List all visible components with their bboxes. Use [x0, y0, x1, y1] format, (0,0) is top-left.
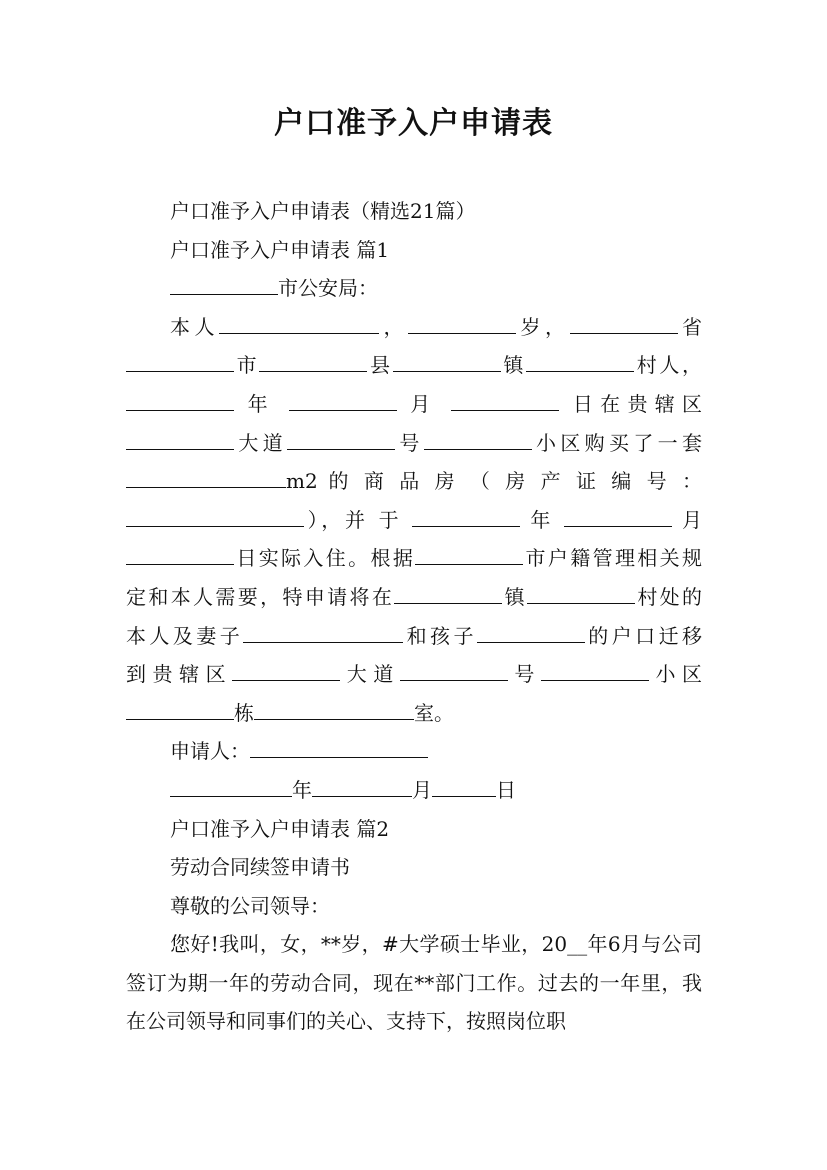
blank-field [393, 370, 501, 372]
text-run: 大道 [234, 430, 287, 455]
blank-field [412, 525, 520, 527]
body-line [126, 308, 702, 347]
text-run: 号 [507, 662, 541, 687]
text-run: m2 的 商 品 房 （ 房 产 证 编 号 ： [286, 469, 702, 494]
blank-field [432, 795, 496, 797]
text-run: 日实际入住。根据 [234, 546, 416, 571]
blank-field [564, 525, 672, 527]
blank-field [254, 718, 414, 720]
blank-field [126, 370, 234, 372]
text-run: 市 [234, 353, 260, 378]
text-run: 定和本人需要，特申请将在 [126, 584, 395, 609]
applicant-label: 申请人： [170, 739, 250, 764]
text-run: 镇 [502, 584, 527, 609]
text-run: 小区 [648, 662, 703, 687]
document-body [126, 192, 702, 1041]
applicant-line [126, 732, 702, 771]
body-line [126, 578, 702, 617]
text-run: 县 [367, 353, 393, 378]
text-run: 号 [395, 430, 424, 455]
text-run: 小区购买了一套 [531, 430, 703, 455]
blank-field [287, 448, 395, 450]
blank-field [394, 602, 502, 604]
body-line [126, 617, 702, 656]
text-run: 村人， [634, 353, 703, 378]
blank-field [259, 370, 367, 372]
blank-field [408, 332, 516, 334]
text-run: 年 [292, 777, 312, 802]
text-run: 年 [247, 391, 275, 416]
blank-field [232, 679, 340, 681]
body-line [126, 694, 702, 733]
blank-field [126, 525, 304, 527]
blank-field [477, 641, 585, 643]
body-line [126, 539, 702, 578]
text-run: 到贵辖区 [126, 662, 233, 687]
text-run: 和孩子 [403, 623, 477, 648]
text-run: 市户籍管理相关规 [523, 546, 703, 571]
blank-field [126, 448, 234, 450]
body-line [126, 501, 702, 540]
text-run: 日在贵辖区 [572, 391, 703, 416]
text-run: 大道 [340, 662, 400, 687]
text-run: ， [379, 314, 408, 339]
addressee-label: 市公安局： [278, 276, 378, 301]
blank-field [126, 486, 286, 488]
text-run: 的户口迁移 [584, 623, 703, 648]
contract-paragraph: 您好!我叫，女，**岁，#大学硕士毕业，20__年6月与公司签订为期一年的劳动合同，现在**部门工作。过去的一年里，我在公司领导和同事们的关心、支持下，按照岗位职 [126, 932, 702, 1034]
text-run: 室。 [414, 700, 454, 725]
blank-field [312, 795, 412, 797]
addressee-line [126, 269, 702, 308]
blank-field [243, 641, 403, 643]
section-heading-2: 户口准予入户申请表 篇2 [170, 816, 390, 841]
text-run: 本人 [170, 314, 219, 339]
blank-field [289, 409, 397, 411]
blank-field [170, 795, 292, 797]
blank-field [126, 563, 234, 565]
blank-field [415, 563, 523, 565]
text-run: 月 [412, 777, 432, 802]
blank-field [219, 332, 379, 334]
blank-field [527, 602, 635, 604]
text-run: 月 [682, 507, 703, 532]
blank-field [424, 448, 532, 450]
text-run: 日 [496, 777, 516, 802]
body-line [126, 346, 702, 385]
text-run: 岁， [516, 314, 570, 339]
text-run: 栋 [234, 700, 254, 725]
text-run: 镇 [500, 353, 527, 378]
date-line [126, 771, 702, 810]
blank-field [541, 679, 649, 681]
blank-field [126, 409, 234, 411]
blank-field [570, 332, 678, 334]
text-run: 年 [530, 507, 554, 532]
text-run: 本人及妻子 [126, 623, 244, 648]
document-title: 户口准予入户申请表 [274, 106, 553, 141]
section-heading-1: 户口准予入户申请表 篇1 [170, 237, 390, 262]
text-run: 省 [677, 314, 702, 339]
contract-title: 劳动合同续签申请书 [170, 855, 350, 880]
blank-field [126, 718, 234, 720]
blank-field [170, 293, 278, 295]
blank-field [526, 370, 634, 372]
salutation: 尊敬的公司领导： [170, 893, 330, 918]
body-line [126, 462, 702, 501]
blank-field [451, 409, 559, 411]
subtitle-line: 户口准予入户申请表（精选21篇） [170, 199, 476, 223]
text-run: ），并 于 [304, 507, 403, 532]
text-run: 月 [410, 391, 438, 416]
body-line [126, 385, 702, 424]
blank-field [400, 679, 508, 681]
body-line [126, 424, 702, 463]
blank-field [250, 756, 428, 758]
text-run: 村处的 [634, 584, 703, 609]
body-line [126, 655, 702, 694]
